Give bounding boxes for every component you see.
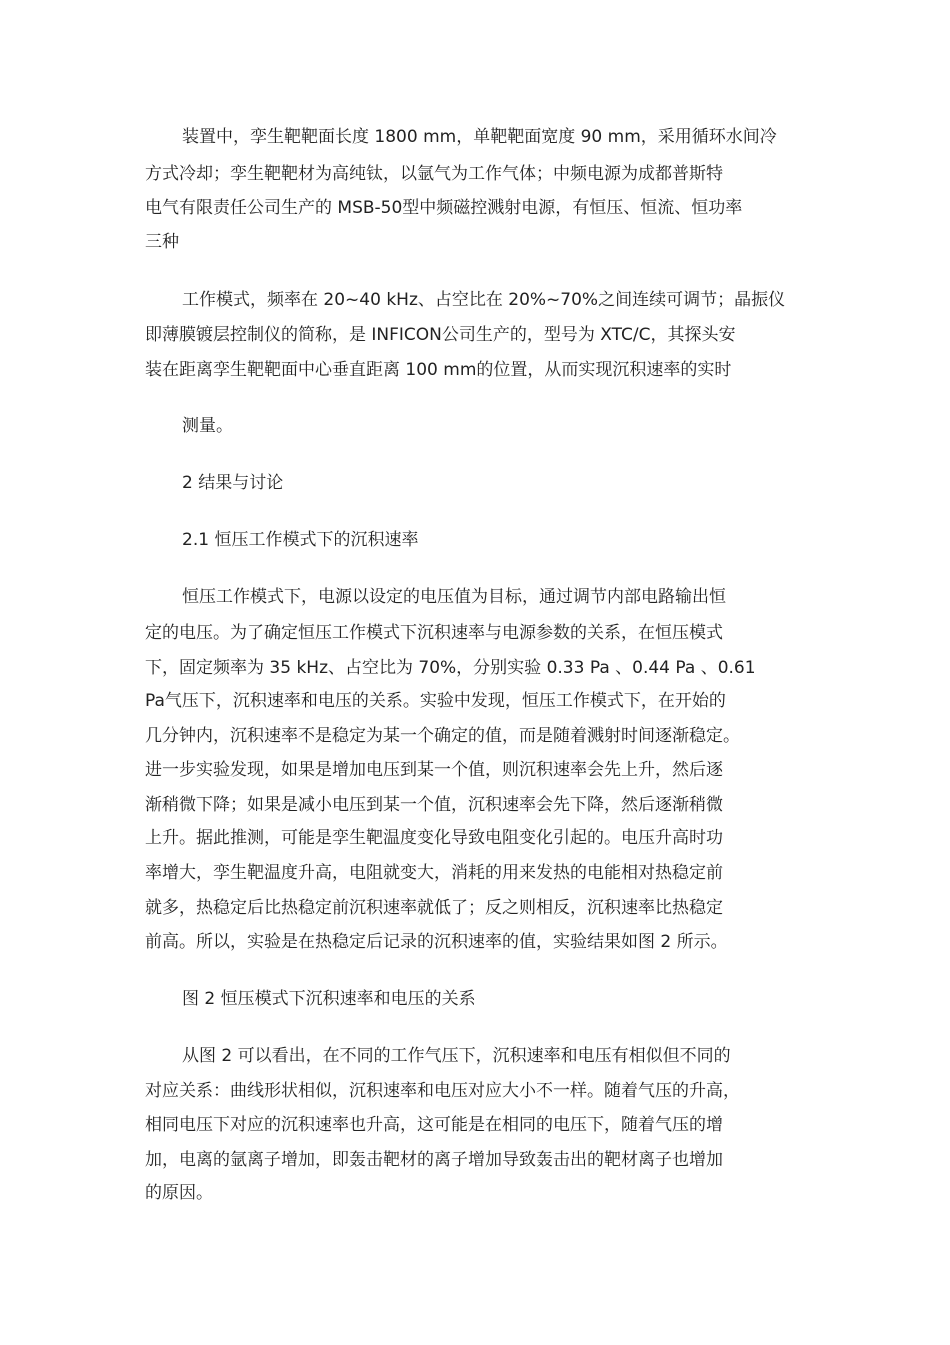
text-line: 相同电压下对应的沉积速率也升高，这可能是在相同的电压下，随着气压的增	[145, 1115, 723, 1135]
text-line: 定的电压。为了确定恒压工作模式下沉积速率与电源参数的关系，在恒压模式	[145, 623, 723, 643]
text-line: 下，固定频率为 35 kHz、占空比为 70%，分别实验 0.33 Pa 、0.44 Pa 、0.61	[145, 658, 756, 678]
text-line: 率增大，孪生靶温度升高，电阻就变大，消耗的用来发热的电能相对热稳定前	[145, 863, 723, 883]
text-line: 进一步实验发现，如果是增加电压到某一个值，则沉积速率会先上升，然后逐	[145, 760, 723, 780]
text-line: 加，电离的氩离子增加，即轰击靶材的离子增加导致轰击出的靶材离子也增加	[145, 1150, 723, 1170]
text-line: 电气有限责任公司生产的 MSB-50型中频磁控溅射电源，有恒压、恒流、恒功率	[145, 198, 743, 218]
text-line: 恒压工作模式下，电源以设定的电压值为目标，通过调节内部电路输出恒	[182, 587, 726, 607]
text-line: 上升。据此推测，可能是孪生靶温度变化导致电阻变化引起的。电压升高时功	[145, 828, 723, 848]
text-line: 即薄膜镀层控制仪的简称，是 INFICON公司生产的，型号为 XTC/C，其探头安	[145, 325, 736, 345]
text-line: 方式冷却；孪生靶靶材为高纯钛，以氩气为工作气体；中频电源为成都普斯特	[145, 164, 723, 184]
text-line: 就多，热稳定后比热稳定前沉积速率就低了；反之则相反，沉积速率比热稳定	[145, 898, 723, 918]
text-line: 装置中，孪生靶靶面长度 1800 mm，单靶靶面宽度 90 mm，采用循环水间冷	[182, 127, 777, 147]
text-line: Pa气压下，沉积速率和电压的关系。实验中发现，恒压工作模式下，在开始的	[145, 691, 726, 711]
subsection-heading: 2.1 恒压工作模式下的沉积速率	[182, 530, 419, 550]
text-line: 对应关系：曲线形状相似，沉积速率和电压对应大小不一样。随着气压的升高，	[145, 1081, 740, 1101]
section-heading: 2 结果与讨论	[182, 473, 284, 493]
text-line: 从图 2 可以看出，在不同的工作气压下，沉积速率和电压有相似但不同的	[182, 1046, 731, 1066]
text-line: 的原因。	[145, 1183, 213, 1203]
text-line: 三种	[145, 232, 179, 252]
figure-caption: 图 2 恒压模式下沉积速率和电压的关系	[182, 989, 476, 1009]
text-line: 几分钟内，沉积速率不是稳定为某一个确定的值，而是随着溅射时间逐渐稳定。	[145, 726, 740, 746]
paragraph-3: 测量。	[182, 416, 233, 436]
text-line: 工作模式，频率在 20~40 kHz、占空比在 20%~70%之间连续可调节；晶振仪	[182, 290, 786, 310]
text-line: 装在距离孪生靶靶面中心垂直距离 100 mm的位置，从而实现沉积速率的实时	[145, 360, 732, 380]
text-line: 前高。所以，实验是在热稳定后记录的沉积速率的值，实验结果如图 2 所示。	[145, 932, 728, 952]
text-line: 渐稍微下降；如果是减小电压到某一个值，沉积速率会先下降，然后逐渐稍微	[145, 795, 723, 815]
